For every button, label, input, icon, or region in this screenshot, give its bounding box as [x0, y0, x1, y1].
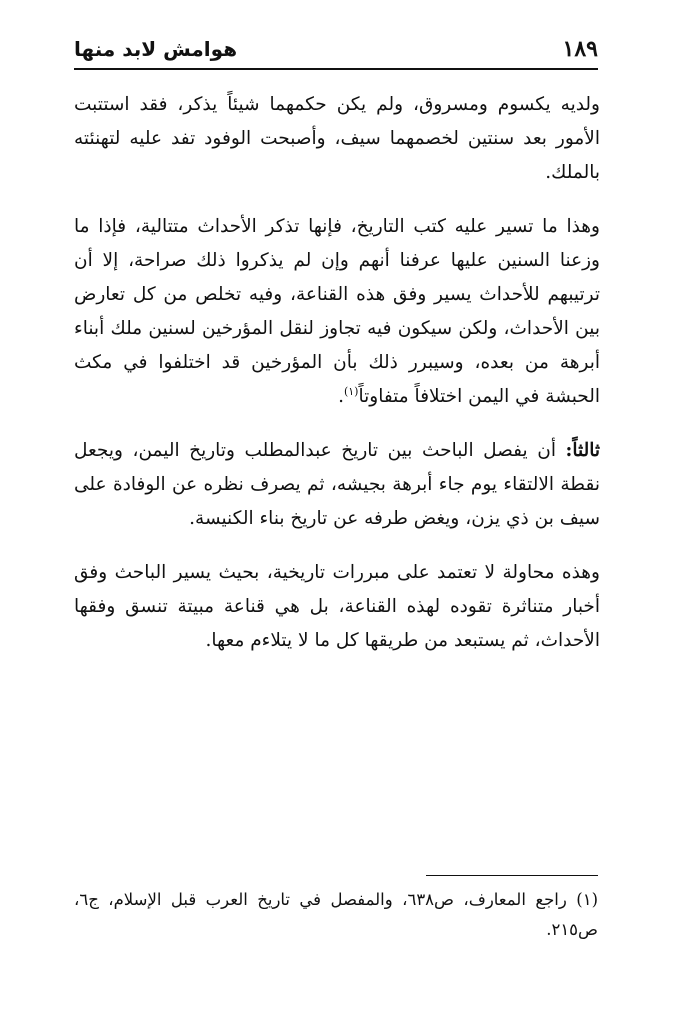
paragraph-2-text: وهذا ما تسير عليه كتب التاريخ، فإنها تذكر الأحداث متتالية، فإذا ما وزعنا السنين عليها عرفنا أنهم وإن لم يذكروا ذلك صراحة، إلا أن ترتيبهم للأحداث يسير وفق هذه القناعة، وفيه تخلص من كل تعارض بين الأحداث، ولكن سيكون فيه تجاوز لنقل المؤرخين لسنين ملك أبناء أبرهة من بعده، وسيبرر ذلك بأن المؤرخين قد اختلفوا في مكث الحبشة في اليمن اختلافاً متفاوتاً: [74, 216, 600, 407]
paragraph-3-lead: ثالثاً:: [565, 440, 600, 461]
paragraph-1: ولديه يكسوم ومسروق، ولم يكن حكمهما شيئاً يذكر، فقد استتبت الأمور بعد سنتين لخصمهما سيف، وأصبحت الوفود تفد عليه لتهنئته بالملك.: [74, 94, 600, 183]
page-number: ١٨٩: [562, 36, 598, 62]
book-title: هوامش لابد منها: [74, 37, 238, 61]
footnote: (١) راجع المعارف، ص٦٣٨، والمفصل في تاريخ العرب قبل الإسلام، ج٦، ص٢١٥.: [74, 890, 598, 939]
paragraph-3-text: أن يفصل الباحث بين تاريخ عبدالمطلب وتاريخ اليمن، ويجعل نقطة الالتقاء يوم جاء أبرهة بجيشه، ثم يصرف نظره عن الوفادة على سيف بن ذي يزن، ويغض طرفه عن تاريخ بناء الكنيسة.: [74, 440, 600, 529]
footnote-reference[interactable]: (١): [343, 384, 359, 398]
paragraph-3: [74, 434, 600, 536]
paragraph-2: [74, 210, 600, 414]
running-header: [74, 30, 598, 70]
footnote-divider: [426, 875, 598, 876]
paragraph-2-end: .: [338, 386, 344, 407]
body-text: [74, 88, 600, 678]
paragraph-4: وهذه محاولة لا تعتمد على مبررات تاريخية، بحيث يسير الباحث وفق أخبار متناثرة تقوده لهذه القناعة، بل هي قناعة مبيتة تنسق وفقها الأحداث، ثم يستبعد من طريقها كل ما لا يتلاءم معها.: [74, 562, 600, 651]
